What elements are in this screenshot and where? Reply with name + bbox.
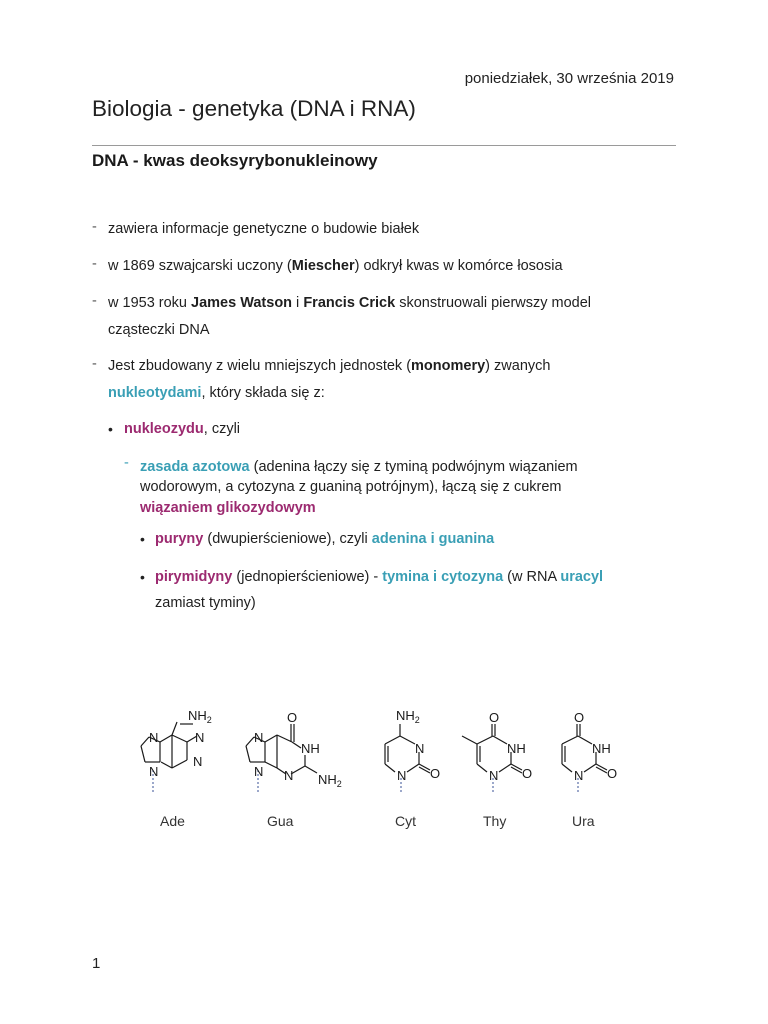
highlight-term: uracyl (560, 569, 604, 585)
dash-marker: - (92, 293, 97, 309)
adenine-atom-labels (149, 708, 212, 779)
text-segment: w 1953 roku (108, 295, 192, 311)
dash-marker: - (92, 256, 97, 272)
uracil-structure (562, 724, 607, 792)
atom-label: N (254, 730, 264, 745)
highlight-term: nukleozydu (124, 421, 204, 437)
highlight-term: pirymidyny (155, 569, 233, 585)
text-segment: i (292, 295, 304, 311)
list-item-continuation: zamiast tyminy) (155, 595, 256, 611)
cytosine-atom-labels (396, 708, 440, 783)
highlight-term: nukleotydami (108, 385, 202, 401)
highlight-term: adenina i guanina (371, 531, 495, 547)
text-segment: skonstruowali pierwszy model (395, 295, 592, 311)
atom-label: O (430, 766, 441, 781)
page-title: Biologia - genetyka (DNA i RNA) (92, 96, 416, 121)
bullet-dot: • (140, 569, 145, 585)
atom-label: N (193, 754, 203, 769)
highlight-term: zasada azotowa (140, 459, 250, 475)
dash-marker: - (92, 356, 97, 372)
list-item-text: zawiera informacje genetyczne o budowie białek (108, 221, 420, 237)
highlight-term: wiązaniem glikozydowym (140, 500, 316, 516)
atom-label: N (254, 764, 264, 779)
atom-label: O (574, 710, 585, 725)
text-segment: , czyli (203, 421, 241, 437)
uracil-atom-labels (574, 710, 617, 783)
page-number: 1 (92, 955, 101, 972)
list-item-continuation (108, 385, 325, 401)
list-item-continuation: cząsteczki DNA (108, 322, 210, 338)
bold-name: Francis Crick (303, 295, 396, 311)
list-item-nucleoside (124, 421, 240, 437)
atom-label: NH (301, 741, 320, 756)
atom-label: O (522, 766, 533, 781)
atom-label: N (574, 768, 584, 783)
text-segment: , który składa się z: (201, 385, 325, 401)
atom-label: N (489, 768, 499, 783)
text-segment: (adenina łączy się z tyminą podwójnym wiązaniem (249, 459, 578, 475)
cytosine-structure (385, 724, 430, 792)
bold-name: Miescher (291, 258, 355, 274)
list-item-pyrimidines (155, 569, 603, 585)
nucleobase-structures (125, 700, 645, 810)
atom-label: NH (507, 741, 526, 756)
atom-label: NH (592, 741, 611, 756)
label-cytosine: Cyt (395, 813, 416, 829)
highlight-term: puryny (155, 531, 204, 547)
list-item-continuation (140, 500, 316, 516)
label-uracil: Ura (572, 813, 595, 829)
label-thymine: Thy (483, 813, 507, 829)
dash-marker: - (124, 455, 129, 471)
title-divider (92, 145, 676, 146)
list-item-base (140, 459, 578, 475)
atom-label: N (149, 764, 159, 779)
amine-label: $NH_2$ (318, 772, 342, 789)
list-item-miescher (108, 258, 563, 274)
text-segment: ) odkrył kwas w komórce łososia (354, 258, 563, 274)
amine-label: $NH_2$ (188, 708, 212, 725)
text-segment: (dwupierścieniowe), czyli (203, 531, 372, 547)
list-item-purines (155, 531, 494, 547)
section-heading: DNA - kwas deoksyrybonukleinowy (92, 151, 378, 170)
text-segment: w 1869 szwajcarski uczony ( (108, 258, 292, 274)
atom-label: O (287, 710, 298, 725)
guanine-atom-labels (254, 710, 342, 789)
text-segment: Jest zbudowany z wielu mniejszych jednostek ( (108, 358, 412, 374)
text-segment: (w RNA (503, 569, 561, 585)
atom-label: N (415, 741, 425, 756)
dash-marker: - (92, 219, 97, 235)
text-segment: (jednopierścieniowe) - (232, 569, 383, 585)
thymine-atom-labels (489, 710, 532, 783)
amine-label: $NH_2$ (396, 708, 420, 725)
list-item-continuation: wodorowym, a cytozyna z guaniną potrójnym), łączą się z cukrem (140, 479, 562, 495)
atom-label: N (284, 768, 294, 783)
atom-label: O (607, 766, 618, 781)
list-item-info (108, 221, 419, 237)
atom-label: O (489, 710, 500, 725)
list-item-monomers (108, 358, 550, 374)
atom-label: N (195, 730, 205, 745)
list-item-watson-crick (108, 295, 591, 311)
page-date: poniedziałek, 30 września 2019 (464, 70, 674, 87)
bullet-dot: • (140, 531, 145, 547)
label-adenine: Ade (160, 813, 185, 829)
atom-label: N (149, 730, 159, 745)
highlight-term: tymina i cytozyna (382, 569, 504, 585)
bold-term: monomery (411, 358, 486, 374)
atom-label: N (397, 768, 407, 783)
bullet-dot: • (108, 421, 113, 437)
label-guanine: Gua (267, 813, 294, 829)
bold-name: James Watson (191, 295, 293, 311)
text-segment: ) zwanych (485, 358, 551, 374)
